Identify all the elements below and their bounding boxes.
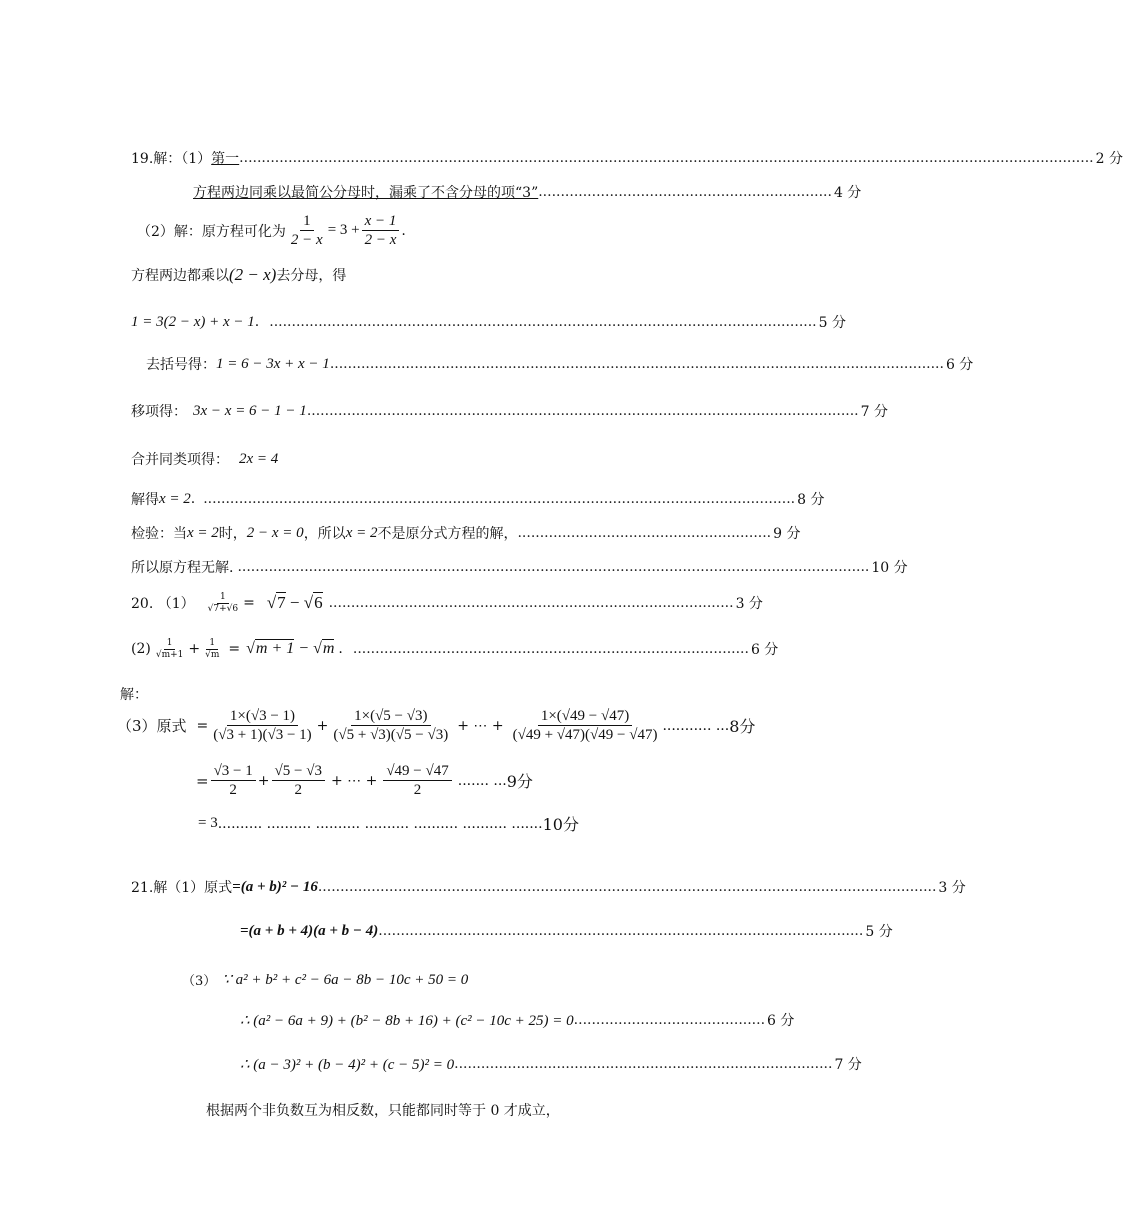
- q19-line2: [193, 182, 862, 202]
- math-expression: √7 − √6: [266, 593, 323, 613]
- dot-leader: ....... ...: [457, 772, 507, 789]
- math-expression: ∵ a² + b² + c² − 6a − 8b − 10c + 50 = 0: [222, 972, 469, 988]
- score: 7 分: [860, 404, 888, 420]
- score: 6 分: [750, 642, 779, 659]
- period: .: [338, 641, 343, 658]
- numerator: 1×(√49 − √47): [538, 707, 632, 726]
- text: 去分母，得: [276, 268, 347, 284]
- dot-leader: .........................................................: [517, 525, 772, 541]
- math-expression: ∴ (a − 3)² + (b − 4)² + (c − 5)² = 0: [240, 1056, 455, 1073]
- text: 时，: [218, 526, 247, 542]
- numerator: √49 − √47: [383, 762, 451, 781]
- equals-sign: =: [228, 641, 241, 658]
- q20-line5: [198, 812, 579, 835]
- q19-line9: [131, 489, 825, 509]
- math-expression: x = 2: [345, 524, 378, 541]
- denominator: 2: [294, 782, 302, 798]
- period: .: [401, 222, 406, 239]
- text: 方程两边都乘以: [131, 268, 229, 284]
- math-operator: = 3 +: [327, 222, 360, 238]
- math-expression: x = 2: [159, 490, 191, 507]
- dot-leader: ...........................................: [573, 1012, 766, 1028]
- score: 10分: [542, 815, 579, 834]
- q21-line1: [131, 877, 966, 897]
- score: 4 分: [833, 185, 862, 201]
- text: 所以原方程无解.: [131, 560, 234, 576]
- numerator: 1×(√5 − √3): [351, 707, 430, 726]
- q20-line4: [196, 762, 533, 799]
- dot-leader: ..............................................................................................................................................: [237, 559, 870, 575]
- fraction: [202, 638, 222, 661]
- q21-line3: [182, 970, 468, 989]
- q19-line7: [131, 401, 888, 421]
- radicand: m + 1: [255, 640, 295, 658]
- q19-line3: [137, 212, 406, 249]
- plus-sign: +: [316, 717, 329, 734]
- q19-line11: [131, 557, 908, 577]
- dot-leader: ................................................................................................................................................................................................: [239, 150, 1094, 166]
- score: 3 分: [938, 880, 966, 896]
- math-expression: 1 = 3(2 − x) + x − 1: [131, 313, 255, 330]
- q20-line2: [131, 638, 779, 661]
- math-expression: =(a + b)² − 16: [232, 878, 318, 895]
- denominator: √m: [205, 649, 220, 660]
- math-expression: 2 − x = 0: [246, 524, 304, 541]
- math-expression: √m + 1 − √m: [246, 640, 335, 658]
- dot-leader: ...........................................................................................: [328, 595, 734, 612]
- math-expression: = 3: [198, 815, 218, 831]
- score: 7 分: [834, 1057, 862, 1073]
- label: 去括号得：: [146, 357, 216, 373]
- radicand: 6: [314, 593, 323, 613]
- q19-line4: [131, 265, 346, 285]
- math-expression: 3x − x = 6 − 1 − 1: [193, 402, 307, 419]
- math-expression: (2 − x): [229, 265, 277, 284]
- period: .: [254, 314, 260, 330]
- q19-line1: [131, 148, 1123, 168]
- score: 5 分: [818, 315, 846, 331]
- text: 检验：当: [131, 526, 187, 542]
- fraction: [330, 707, 451, 744]
- dot-leader: ...........................................................................................................................: [269, 314, 817, 330]
- dot-leader: .....................................................................................: [454, 1056, 833, 1072]
- q19-line5: [131, 312, 846, 332]
- math-expression: =(a + b + 4)(a + b − 4): [240, 922, 379, 939]
- q19-answer-part1: 第一: [211, 151, 240, 167]
- denominator: √7+√6: [207, 603, 239, 614]
- q19-part2-label: （2）解：原方程可化为: [137, 223, 286, 240]
- dot-leader: ............................................................................................................................: [306, 403, 859, 419]
- q20-label: 20. （1）: [131, 596, 195, 613]
- score: 8分: [729, 717, 756, 736]
- q21-label: 21.解（1）原式: [131, 880, 233, 896]
- text: 解：: [120, 687, 148, 703]
- numerator: x − 1: [362, 212, 400, 231]
- denominator: 2 − x: [290, 232, 323, 248]
- numerator: √3 − 1: [211, 762, 256, 781]
- score: 8 分: [797, 492, 825, 508]
- equals-sign: =: [243, 595, 255, 612]
- q21-line2: [240, 921, 893, 941]
- plus-sign: +: [257, 772, 270, 789]
- part-label: (2): [131, 641, 151, 658]
- score: 3 分: [735, 596, 763, 613]
- score: 5 分: [865, 924, 893, 940]
- numerator: 1: [300, 212, 314, 231]
- q21-line6: [206, 1100, 560, 1120]
- dot-leader: .......... .......... .......... .......... .......... .......... .......: [217, 815, 543, 832]
- equals-sign: =: [196, 771, 209, 790]
- fraction: [211, 762, 256, 799]
- fraction: [288, 212, 326, 249]
- denominator: (√49 + √47)(√49 − √47): [512, 727, 658, 743]
- plus-sign: +: [188, 641, 201, 658]
- denominator: (√3 + 1)(√3 − 1): [213, 727, 312, 743]
- part-label: （3）: [182, 974, 217, 989]
- text: 根据两个非负数互为相反数，只能都同时等于 0 才成立，: [206, 1103, 560, 1119]
- math-expression: 1 = 6 − 3x + x − 1: [216, 355, 330, 372]
- dot-leader: .....................................................................................................................................: [203, 491, 796, 507]
- q19-line6: [146, 354, 974, 374]
- score: 6 分: [767, 1013, 795, 1029]
- score: 9 分: [773, 526, 801, 542]
- period: .: [190, 491, 196, 507]
- radicand: m: [322, 640, 335, 658]
- q21-line4: [240, 1010, 795, 1030]
- dot-leader: .............................................................................................................: [378, 923, 864, 939]
- ellipsis: + ⋯ +: [330, 772, 378, 789]
- dot-leader: .........................................................................................: [352, 641, 749, 658]
- score: 2 分: [1095, 151, 1123, 167]
- ellipsis: + ⋯ +: [457, 717, 504, 734]
- denominator: 2: [413, 782, 422, 798]
- q19-line10: [131, 523, 801, 543]
- numerator: 1: [164, 638, 176, 650]
- score: 6 分: [945, 357, 974, 373]
- dot-leader: ...........................................................................................................................................: [317, 879, 937, 895]
- fraction: [272, 762, 325, 799]
- fraction: [153, 638, 187, 661]
- score: 9分: [506, 772, 533, 791]
- text: 不是原分式方程的解，: [377, 526, 518, 542]
- q20-line3: [117, 707, 787, 744]
- label: 解得: [131, 492, 159, 508]
- q19-reason: 方程两边同乘以最简公分母时，漏乘了不含分母的项“3”: [193, 185, 539, 201]
- dot-leader: ..................................................................: [538, 184, 832, 200]
- numerator: 1: [206, 638, 218, 650]
- denominator: 2 − x: [364, 232, 397, 248]
- score: 10 分: [871, 560, 908, 576]
- text: ，所以: [303, 526, 346, 542]
- equals-sign: =: [196, 717, 209, 734]
- q21-line5: [240, 1054, 862, 1074]
- fraction: [210, 707, 314, 744]
- radicand: 7: [277, 593, 286, 613]
- fraction: [205, 592, 241, 615]
- numerator: √5 − √3: [272, 762, 325, 781]
- math-expression: 2x = 4: [239, 450, 279, 467]
- numerator: 1: [217, 592, 229, 604]
- denominator: (√5 + √3)(√5 − √3): [333, 727, 449, 743]
- q19-label: 19.解：（1）: [131, 151, 212, 167]
- label: （3）原式: [117, 717, 187, 735]
- dot-leader: ..........................................................................................................................................: [329, 356, 944, 372]
- label: 合并同类项得：: [131, 452, 229, 468]
- label: 移项得：: [131, 404, 187, 420]
- numerator: 1×(√3 − 1): [227, 707, 298, 726]
- denominator: 2: [229, 782, 237, 798]
- fraction: [510, 707, 661, 744]
- fraction: [383, 762, 451, 799]
- dot-leader: ........... ...: [662, 717, 730, 734]
- denominator: √m+1: [155, 649, 184, 660]
- q20-solution-label: [120, 684, 148, 704]
- fraction: [362, 212, 400, 249]
- math-expression: ∴ (a² − 6a + 9) + (b² − 8b + 16) + (c² − 10c + 25) = 0: [240, 1012, 574, 1029]
- q19-line8: [131, 449, 278, 469]
- math-expression: x = 2: [187, 524, 219, 541]
- q20-line1: [131, 592, 763, 615]
